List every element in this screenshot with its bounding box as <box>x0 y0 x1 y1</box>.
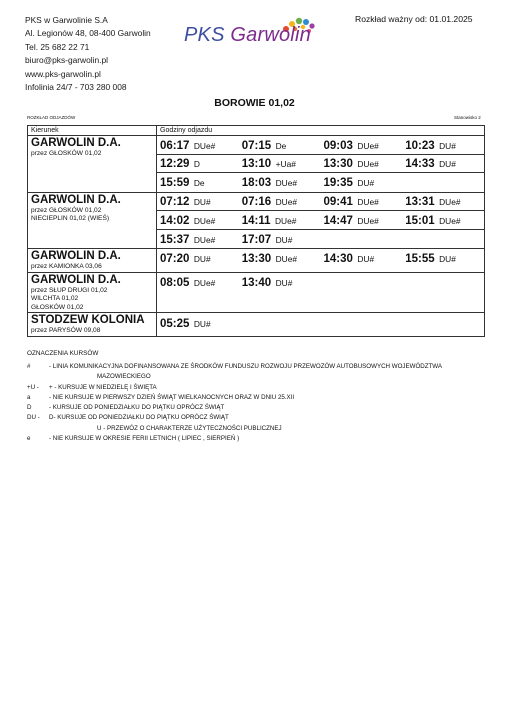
departure-entry <box>402 211 484 229</box>
departure-entry <box>321 154 403 172</box>
departure-marks: DU# <box>193 254 211 265</box>
times-header: Godziny odjazdu <box>157 126 485 136</box>
departure-entry <box>239 136 321 154</box>
departure-time: 07:16 <box>241 196 272 209</box>
departure-time: 14:11 <box>241 214 271 227</box>
direction-via: NIECIEPLIN 01,02 (WIEŚ) <box>31 215 110 223</box>
legend-item <box>27 403 469 413</box>
departure-entry <box>402 249 484 267</box>
departure-entry <box>321 211 403 229</box>
legend-text: MAZOWIECKIEGO <box>97 373 151 381</box>
departure-time: 15:59 <box>160 177 190 190</box>
direction-row <box>28 313 485 337</box>
departure-entry <box>239 273 321 291</box>
times-cell <box>157 192 485 249</box>
departure-marks: DU# <box>357 178 375 189</box>
legend-symbol: e <box>27 435 31 443</box>
direction-row <box>28 272 485 313</box>
departure-marks: DU# <box>357 254 375 265</box>
legend-text: - LINIA KOMUNIKACYJNA DOFINANSOWANA ZE ŚRODKÓW FUNDUSZU ROZWOJU PRZEWOZÓW AUTOBUSOWYCH WOJEWÓDZTWA <box>49 363 443 370</box>
departure-time: 13:31 <box>405 196 435 209</box>
departure-marks: D <box>193 159 200 170</box>
departure-marks: DUe# <box>193 234 216 245</box>
departure-marks: DU# <box>275 234 293 245</box>
departure-time: 10:23 <box>405 139 435 152</box>
departure-time: 17:07 <box>241 233 272 246</box>
times-row <box>157 313 484 332</box>
departure-entry <box>402 154 484 172</box>
departure-entry <box>239 249 321 267</box>
departure-entry <box>157 314 239 332</box>
departure-time: 05:25 <box>160 317 190 330</box>
direction-name: GARWOLIN D.A. <box>31 273 121 286</box>
direction-via: przez GŁOSKÓW 01,02 <box>31 206 102 214</box>
times-cell <box>157 249 485 273</box>
legend-text: - NIE KURSUJE W OKRESIE FERII LETNICH ( LIPIEC , SIERPIEŃ ) <box>49 435 240 443</box>
stop-title: BOROWIE 01,02 <box>214 97 295 109</box>
times-cell <box>157 313 485 337</box>
legend-item <box>27 434 469 444</box>
departure-marks: De <box>275 140 287 151</box>
departure-time: 14:02 <box>160 214 190 227</box>
departure-time: 09:03 <box>323 139 353 152</box>
times-row <box>157 249 484 268</box>
company-info <box>25 14 151 94</box>
legend-symbol <box>27 424 49 434</box>
departure-marks: DUe# <box>357 159 379 170</box>
legend-item <box>27 362 469 372</box>
times-row <box>157 211 484 230</box>
legend-symbol <box>27 372 49 382</box>
departure-marks: DU# <box>193 197 211 208</box>
validity-date: Rozkład ważny od: 01.01.2025 <box>355 14 473 24</box>
departure-time: 07:15 <box>241 139 272 152</box>
legend-symbol: DU - <box>27 414 40 422</box>
legend <box>27 362 469 444</box>
departure-marks: DU# <box>193 318 211 329</box>
departure-entry <box>157 154 239 172</box>
times-row <box>157 193 484 212</box>
direction-name: GARWOLIN D.A. <box>31 250 121 262</box>
departure-marks: DU# <box>439 159 456 170</box>
schedule-label: ROZKŁAD ODJAZDÓW <box>27 115 76 120</box>
legend-symbol: # <box>27 363 31 370</box>
legend-item <box>27 424 469 434</box>
company-name: PKS w Garwolinie S.A <box>25 15 108 25</box>
departure-marks: DUe# <box>275 197 298 208</box>
departure-entry <box>239 211 321 229</box>
departure-time: 07:20 <box>160 253 190 266</box>
departure-marks: De <box>193 178 205 189</box>
departure-marks: DU# <box>439 140 456 151</box>
legend-item <box>27 413 469 423</box>
departure-entry <box>321 249 403 267</box>
departure-entry <box>321 136 403 154</box>
times-cell <box>157 272 485 313</box>
departure-marks: DUe# <box>193 140 216 151</box>
departure-time: 12:29 <box>160 158 190 171</box>
legend-text: D- KURSUJE OD PONIEDZIAŁKU DO PIĄTKU OPRÓCZ ŚWIĄT <box>49 414 229 422</box>
departure-entry <box>402 136 484 154</box>
legend-symbol: a <box>27 393 31 401</box>
legend-text: + - KURSUJE W NIEDZIELĘ I ŚWIĘTA <box>49 383 157 391</box>
departure-marks: DUe# <box>357 215 379 226</box>
direction-header: Kierunek <box>28 126 157 136</box>
departure-marks: DU# <box>275 277 293 288</box>
departure-entry <box>157 136 239 154</box>
legend-symbol: D <box>27 404 32 412</box>
direction-row <box>28 136 485 193</box>
legend-text: U - PRZEWÓZ O CHARAKTERZE UŻYTECZNOŚCI PUBLICZNEJ <box>97 424 282 432</box>
direction-row <box>28 249 485 273</box>
direction-name: GARWOLIN D.A. <box>31 193 121 206</box>
departure-time: 07:12 <box>160 196 190 209</box>
times-row <box>157 173 484 192</box>
departure-time: 15:01 <box>405 214 435 227</box>
direction-name: STODZEW KOLONIA <box>31 314 145 327</box>
departure-marks: +Ua# <box>275 159 296 170</box>
direction-via: GŁOSKÓW 01,02 <box>31 303 84 311</box>
departure-time: 13:30 <box>241 253 272 266</box>
departure-entry <box>157 211 239 229</box>
departure-time: 14:30 <box>323 253 353 266</box>
departure-marks: DUe# <box>274 215 297 226</box>
departure-entry <box>239 230 321 248</box>
departure-time: 13:30 <box>323 158 353 171</box>
departure-marks: DUe# <box>193 215 216 226</box>
departure-time: 08:05 <box>160 276 190 289</box>
departure-marks: DUe# <box>357 197 379 208</box>
direction-via: przez PARYSÓW 09,08 <box>31 327 101 335</box>
platform-label: Stanowisko 2 <box>454 115 481 120</box>
direction-cell <box>28 136 157 193</box>
direction-name: GARWOLIN D.A. <box>31 137 121 149</box>
departure-marks: DUe# <box>357 140 379 151</box>
legend-text: - KURSUJE OD PONIEDZIAŁKU DO PIĄTKU OPRÓCZ ŚWIĄT <box>49 404 225 412</box>
departure-entry <box>402 192 484 210</box>
departure-entry <box>321 192 403 210</box>
times-row <box>157 230 484 249</box>
times-row <box>157 155 484 174</box>
departure-marks: DUe# <box>439 197 461 208</box>
departure-time: 19:35 <box>323 177 353 190</box>
direction-via: przez SŁUP DRUGI 01,02 <box>31 286 108 294</box>
departure-time: 13:40 <box>241 276 272 289</box>
departure-entry <box>157 249 239 267</box>
company-infoline: Infolinia 24/7 - 703 280 008 <box>25 82 127 93</box>
logo-text-garwolin: Garwolin <box>230 24 311 46</box>
departure-time: 15:37 <box>160 233 190 246</box>
company-phone: Tel. 25 682 22 71 <box>25 41 90 52</box>
company-website[interactable]: www.pks-garwolin.pl <box>25 68 101 79</box>
times-row <box>157 273 484 292</box>
direction-cell <box>28 313 157 337</box>
departure-marks: DUe# <box>275 178 298 189</box>
direction-via: przez KAMIONKA 03,06 <box>31 263 102 270</box>
company-address: Al. Legionów 48, 08-400 Garwolin <box>25 28 151 39</box>
logo-text-pks: PKS <box>184 24 231 46</box>
departure-entry <box>239 154 321 172</box>
legend-item <box>27 393 469 403</box>
departure-time: 06:17 <box>160 139 190 152</box>
departure-time: 15:55 <box>405 253 435 266</box>
direction-via: WILCHTA 01,02 <box>31 295 79 303</box>
direction-cell <box>28 272 157 313</box>
departure-marks: DUe# <box>193 277 216 288</box>
times-row <box>157 136 484 155</box>
direction-via: przez GŁOSKÓW 01,02 <box>31 150 102 157</box>
departure-time: 09:41 <box>323 196 353 209</box>
departure-entry <box>321 173 403 191</box>
table-header-row <box>28 126 485 136</box>
company-email[interactable]: biuro@pks-garwolin.pl <box>25 55 108 66</box>
departure-marks: DUe# <box>439 215 461 226</box>
departure-time: 13:10 <box>241 158 272 171</box>
departure-entry <box>239 173 321 191</box>
legend-text: - NIE KURSUJE W PIERWSZY DZIEŃ ŚWIĄT WIELKANOCNYCH ORAZ W DNIU 25.XII <box>49 393 295 401</box>
departure-time: 14:33 <box>405 158 435 171</box>
legend-symbol: +U - <box>27 383 39 391</box>
times-cell <box>157 136 485 193</box>
pks-garwolin-logo <box>184 17 344 57</box>
departure-table <box>27 125 485 337</box>
departure-entry <box>239 192 321 210</box>
departure-entry <box>157 230 239 248</box>
direction-row <box>28 192 485 249</box>
direction-cell <box>28 192 157 249</box>
departure-time: 14:47 <box>323 214 353 227</box>
departure-marks: DU# <box>439 254 456 265</box>
logo-text <box>184 24 311 47</box>
departure-entry <box>157 173 239 191</box>
departure-entry <box>157 192 239 210</box>
departure-entry <box>157 273 239 291</box>
legend-item <box>27 383 469 393</box>
departure-marks: DUe# <box>275 254 298 265</box>
legend-title: OZNACZENIA KURSÓW <box>27 350 99 357</box>
departure-time: 18:03 <box>241 177 272 190</box>
direction-cell <box>28 249 157 273</box>
legend-item <box>27 372 469 382</box>
